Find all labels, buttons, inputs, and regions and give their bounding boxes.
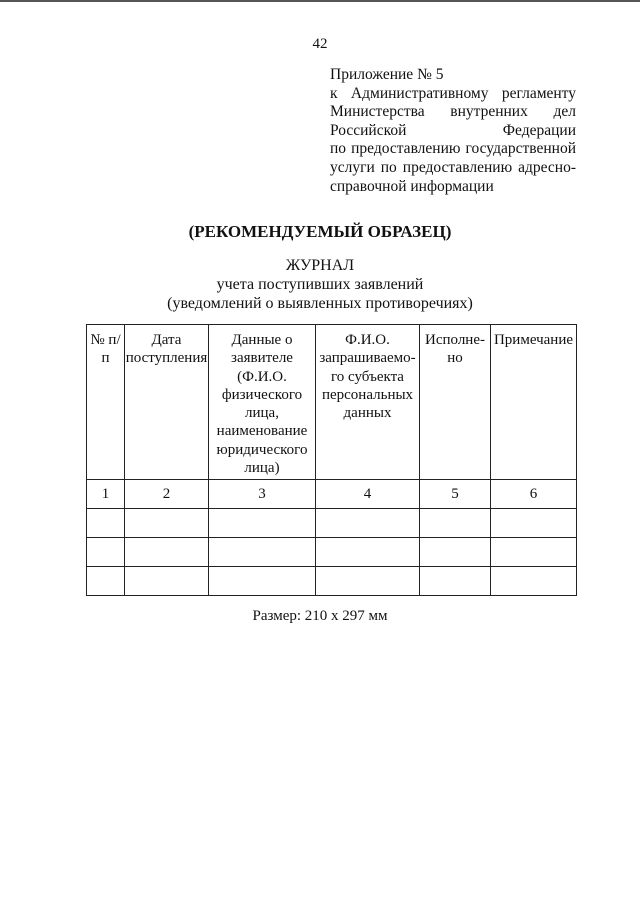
column-number-cell: 1 [87,480,125,509]
appendix-line: Министерства внутренних дел [330,103,576,121]
table-cell [491,538,577,567]
table-cell [491,509,577,538]
column-number-cell: 5 [420,480,491,509]
journal-heading [0,256,640,313]
table-cell [316,538,420,567]
table-row [87,509,577,538]
table-cell [491,567,577,596]
appendix-title: Приложение № 5 [330,66,444,83]
table-cell [125,538,209,567]
journal-subtitle: учета поступивших заявлений [216,276,424,293]
page-number: 42 [312,36,328,52]
table-cell [125,509,209,538]
column-header-subject: Ф.И.О. запрашиваемо-го субъекта персональных данных [316,325,420,480]
table-cell [87,538,125,567]
column-numbers-row [87,480,577,509]
column-header-note: Примечание [491,325,577,480]
journal-subtitle: (уведомлений о выявленных противоречиях) [167,295,473,312]
column-header-date: Дата поступления [125,325,209,480]
table-cell [316,509,420,538]
table-cell [420,538,491,567]
column-header-number: № п/п [87,325,125,480]
appendix-line: услуги по предоставлению адресно- [330,158,576,176]
table-cell [125,567,209,596]
table-cell [87,509,125,538]
column-header-applicant: Данные о заявителе (Ф.И.О. физического лица, наименование юридического лица) [209,325,316,480]
table-row [87,567,577,596]
table-header-row [87,325,577,480]
table-cell [420,567,491,596]
journal-title: ЖУРНАЛ [285,257,355,274]
appendix-line: справочной информации [330,177,494,195]
size-note: Размер: 210 х 297 мм [252,608,388,624]
table-cell [420,509,491,538]
table-cell [209,509,316,538]
appendix-line: Российской Федерации [330,121,576,139]
table-cell [316,567,420,596]
column-number-cell: 2 [125,480,209,509]
column-header-executed: Исполне-но [420,325,491,480]
table-cell [209,567,316,596]
table-row [87,538,577,567]
top-border-line [0,0,640,2]
column-number-cell: 4 [316,480,420,509]
column-number-cell: 3 [209,480,316,509]
appendix-block [330,66,576,196]
appendix-line: по предоставлению государственной [330,140,576,158]
table-cell [87,567,125,596]
sample-title: (РЕКОМЕНДУЕМЫЙ ОБРАЗЕЦ) [188,222,452,241]
journal-table [86,324,577,596]
table-cell [209,538,316,567]
appendix-line: к Административному регламенту [330,84,576,102]
column-number-cell: 6 [491,480,577,509]
